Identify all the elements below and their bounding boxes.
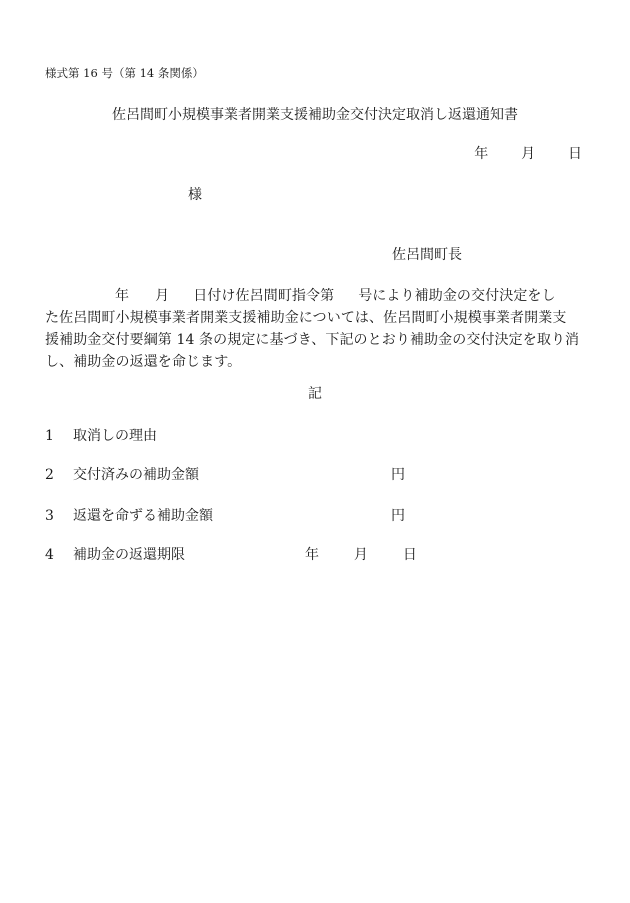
deadline-day-label: 日 (402, 547, 417, 563)
issue-date (446, 147, 582, 161)
body-day-mid: 日付け佐呂間町指令第 (193, 288, 335, 304)
ki-heading: 記 (308, 386, 322, 402)
item-label: 取消しの理由 (73, 428, 157, 444)
deadline-year-label: 年 (305, 547, 319, 563)
body-line-2: た佐呂間町小規模事業者開業支援補助金については、佐呂間町小規模事業者開業支 (45, 310, 567, 326)
item-label: 補助金の返還期限 (73, 547, 185, 563)
item-label: 交付済みの補助金額 (73, 467, 199, 483)
issue-date-year-label: 年 (474, 146, 489, 162)
list-item (45, 548, 185, 562)
notice-body (45, 285, 585, 373)
list-item (45, 429, 157, 443)
list-item (45, 468, 199, 482)
body-year-label: 年 (115, 288, 130, 304)
issuer-name: 佐呂間町長 (392, 247, 462, 263)
body-line-1 (45, 285, 585, 307)
item-unit-yen: 円 (391, 508, 405, 524)
body-line1-tail: 号により補助金の交付決定をし (358, 288, 556, 304)
list-item (45, 509, 213, 523)
document-title: 佐呂間町小規模事業者開業支援補助金交付決定取消し返還通知書 (112, 107, 518, 123)
item-number: 2 (45, 467, 54, 483)
form-number: 様式第 16 号（第 14 条関係） (45, 66, 204, 80)
addressee-suffix: 様 (188, 187, 202, 203)
body-month-label: 月 (155, 288, 170, 304)
item-number: 3 (45, 508, 54, 524)
issue-date-day-label: 日 (568, 146, 582, 162)
item-number: 4 (45, 547, 54, 563)
issue-date-month-label: 月 (521, 146, 536, 162)
item-number: 1 (45, 428, 54, 444)
item-label: 返還を命ずる補助金額 (73, 508, 213, 524)
deadline-date (305, 548, 417, 562)
deadline-month-label: 月 (353, 547, 368, 563)
body-line-4: し、補助金の返還を命じます。 (45, 354, 242, 370)
body-line-3: 援補助金交付要綱第 14 条の規定に基づき、下記のとおり補助金の交付決定を取り消 (45, 332, 580, 348)
item-unit-yen: 円 (391, 467, 405, 483)
